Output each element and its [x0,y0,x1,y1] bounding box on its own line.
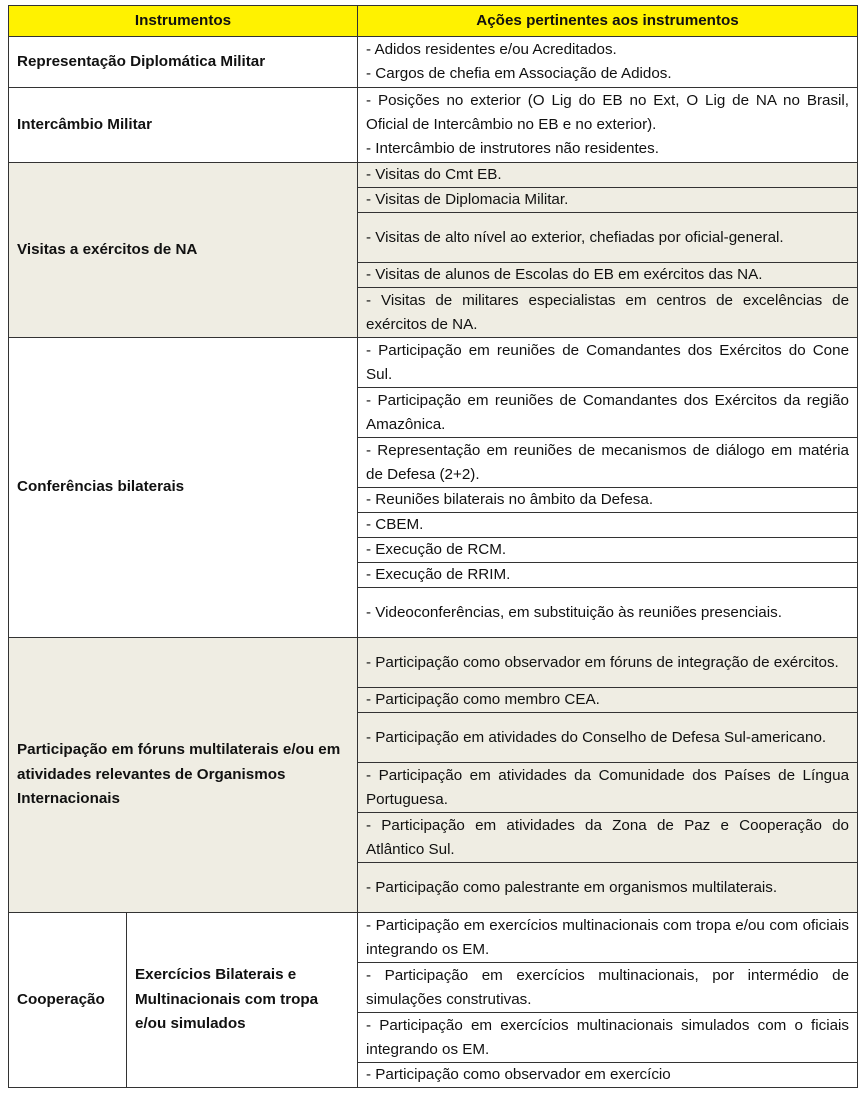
instruments-table [8,5,858,1088]
action-item: - Participação em exercícios multinacionais simulados com o ficiais integrando os EM. [358,1013,858,1063]
instrument-sublabel: Exercícios Bilaterais e Multinacionais com tropa e/ou simulados [127,913,358,1088]
action-item: - Intercâmbio de instrutores não residentes. [366,140,659,157]
action-item: - Visitas de Diplomacia Militar. [358,188,858,213]
action-item: - Visitas de militares especialistas em centros de excelências de exércitos de NA. [358,288,858,338]
header-acoes: Ações pertinentes aos instrumentos [358,6,858,37]
table-row [9,88,858,163]
action-item: - Participação em exercícios multinacionais com tropa e/ou com oficiais integrando os EM. [358,913,858,963]
instrument-label: Cooperação [9,913,127,1088]
instrument-label: Intercâmbio Militar [9,88,358,163]
action-item: - Participação em reuniões de Comandantes dos Exércitos do Cone Sul. [358,338,858,388]
table-row [9,638,858,688]
action-item: - Adidos residentes e/ou Acreditados. [366,41,617,58]
action-item: - Participação em reuniões de Comandantes dos Exércitos da região Amazônica. [358,388,858,438]
action-item: - Posições no exterior (O Lig do EB no Ext, O Lig de NA no Brasil, Oficial de Intercâmbio no EB e no exterior). [366,92,850,133]
header-instrumentos: Instrumentos [9,6,358,37]
action-item: - Visitas de alunos de Escolas do EB em exércitos das NA. [358,263,858,288]
table-row [9,913,858,963]
action-item: - Participação em atividades da Comunidade dos Países de Língua Portuguesa. [358,763,858,813]
action-item: - Participação em exercícios multinacionais, por intermédio de simulações construtivas. [358,963,858,1013]
action-item: - Participação como observador em exercício [358,1063,858,1088]
table-row [9,37,858,88]
action-item: - Participação como observador em fóruns de integração de exércitos. [358,638,858,688]
action-cell [358,88,858,163]
action-item: - Participação como membro CEA. [358,688,858,713]
instrument-label: Conferências bilaterais [9,338,358,638]
action-item: - Participação em atividades da Zona de Paz e Cooperação do Atlântico Sul. [358,813,858,863]
action-item: - Participação como palestrante em organismos multilaterais. [358,863,858,913]
action-cell [358,37,858,88]
table-row [9,163,858,188]
instrument-label: Visitas a exércitos de NA [9,163,358,338]
table-row [9,338,858,388]
action-item: - Execução de RRIM. [358,563,858,588]
instrument-label: Participação em fóruns multilaterais e/ou em atividades relevantes de Organismos Internacionais [9,638,358,913]
action-item: - Visitas do Cmt EB. [358,163,858,188]
instrument-label: Representação Diplomática Militar [9,37,358,88]
action-item: - Cargos de chefia em Associação de Adidos. [366,65,672,82]
action-item: - Reuniões bilaterais no âmbito da Defesa. [358,488,858,513]
action-item: - Representação em reuniões de mecanismos de diálogo em matéria de Defesa (2+2). [358,438,858,488]
action-item: - CBEM. [358,513,858,538]
action-item: - Execução de RCM. [358,538,858,563]
action-item: - Videoconferências, em substituição às reuniões presenciais. [358,588,858,638]
action-item: - Participação em atividades do Conselho de Defesa Sul-americano. [358,713,858,763]
action-item: - Visitas de alto nível ao exterior, chefiadas por oficial-general. [358,213,858,263]
